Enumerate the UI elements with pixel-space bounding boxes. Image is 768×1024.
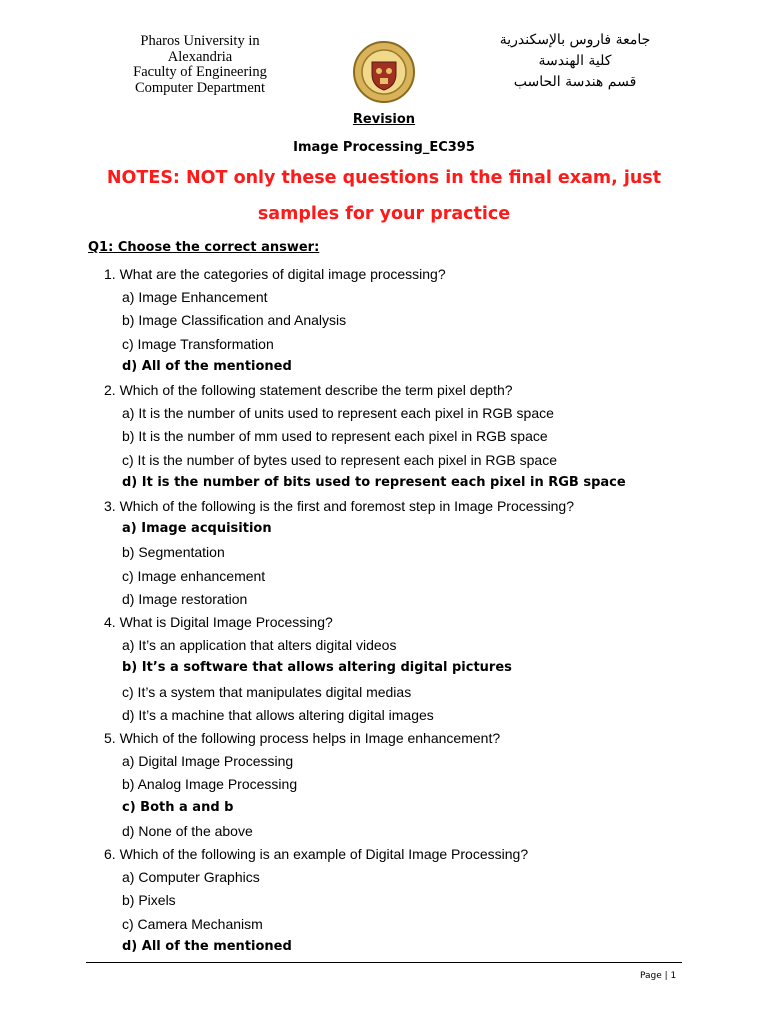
- header-line: Faculty of Engineering: [133, 64, 267, 80]
- header-line: Alexandria: [167, 48, 233, 65]
- correct-answer-option: b) It’s a software that allows altering digital pictures: [122, 660, 512, 676]
- header-line: قسم هندسة الحاسب: [513, 74, 637, 90]
- correct-answer-option: d) All of the mentioned: [122, 358, 292, 374]
- course-title: Image Processing_EC395: [293, 140, 475, 155]
- answer-option: a) Computer Graphics: [122, 869, 260, 886]
- page-number: Page | 1: [640, 971, 677, 981]
- answer-option: d) None of the above: [122, 822, 253, 839]
- answer-option: d) It’s a machine that allows altering digital images: [122, 706, 434, 723]
- answer-option: a) Image Enhancement: [122, 289, 268, 306]
- correct-answer-option: a) Image acquisition: [122, 521, 272, 537]
- header-line: جامعة فاروس بالإسكندرية: [499, 32, 651, 48]
- answer-option: b) Analog Image Processing: [122, 776, 298, 793]
- header-line: Computer Department: [134, 79, 266, 96]
- university-name-arabic: [470, 30, 680, 93]
- university-seal-icon: [352, 40, 416, 104]
- correct-answer-option: c) Both a and b: [122, 799, 234, 815]
- notes-line: NOTES: NOT only these questions in the final exam, just: [106, 168, 662, 188]
- question-text: 4. What is Digital Image Processing?: [104, 614, 333, 630]
- header-line: Pharos University in: [140, 33, 260, 49]
- question-text: 5. Which of the following process helps in Image enhancement?: [104, 730, 501, 746]
- answer-option: c) Image Transformation: [122, 335, 274, 352]
- question-text: 3. Which of the following is the first and foremost step in Image Processing?: [104, 498, 575, 514]
- question-text: 6. Which of the following is an example of Digital Image Processing?: [104, 846, 529, 862]
- answer-option: a) It’s an application that alters digital videos: [122, 637, 397, 654]
- answer-option: c) Camera Mechanism: [122, 915, 263, 932]
- notes-line: samples for your practice: [257, 204, 511, 224]
- question-text: 2. Which of the following statement describe the term pixel depth?: [104, 382, 513, 398]
- answer-option: c) Image enhancement: [122, 567, 266, 584]
- correct-answer-option: d) All of the mentioned: [122, 938, 292, 954]
- answer-option: a) Digital Image Processing: [122, 753, 294, 770]
- section-heading: Q1: Choose the correct answer:: [88, 240, 320, 255]
- header-line: كلية الهندسة: [538, 53, 612, 69]
- university-name-english: [100, 34, 300, 96]
- answer-option: b) It is the number of mm used to represent each pixel in RGB space: [122, 428, 548, 445]
- answer-option: a) It is the number of units used to represent each pixel in RGB space: [122, 405, 554, 422]
- answer-option: d) Image restoration: [122, 590, 248, 607]
- question-text: 1. What are the categories of digital image processing?: [104, 266, 446, 282]
- correct-answer-option: d) It is the number of bits used to represent each pixel in RGB space: [122, 474, 626, 490]
- answer-option: b) Pixels: [122, 892, 176, 909]
- footer-divider: [86, 962, 682, 963]
- answer-option: c) It’s a system that manipulates digital medias: [122, 683, 412, 700]
- answer-option: b) Segmentation: [122, 544, 225, 561]
- page-title: Revision: [352, 112, 416, 127]
- answer-option: c) It is the number of bytes used to represent each pixel in RGB space: [122, 451, 557, 468]
- answer-option: b) Image Classification and Analysis: [122, 312, 347, 329]
